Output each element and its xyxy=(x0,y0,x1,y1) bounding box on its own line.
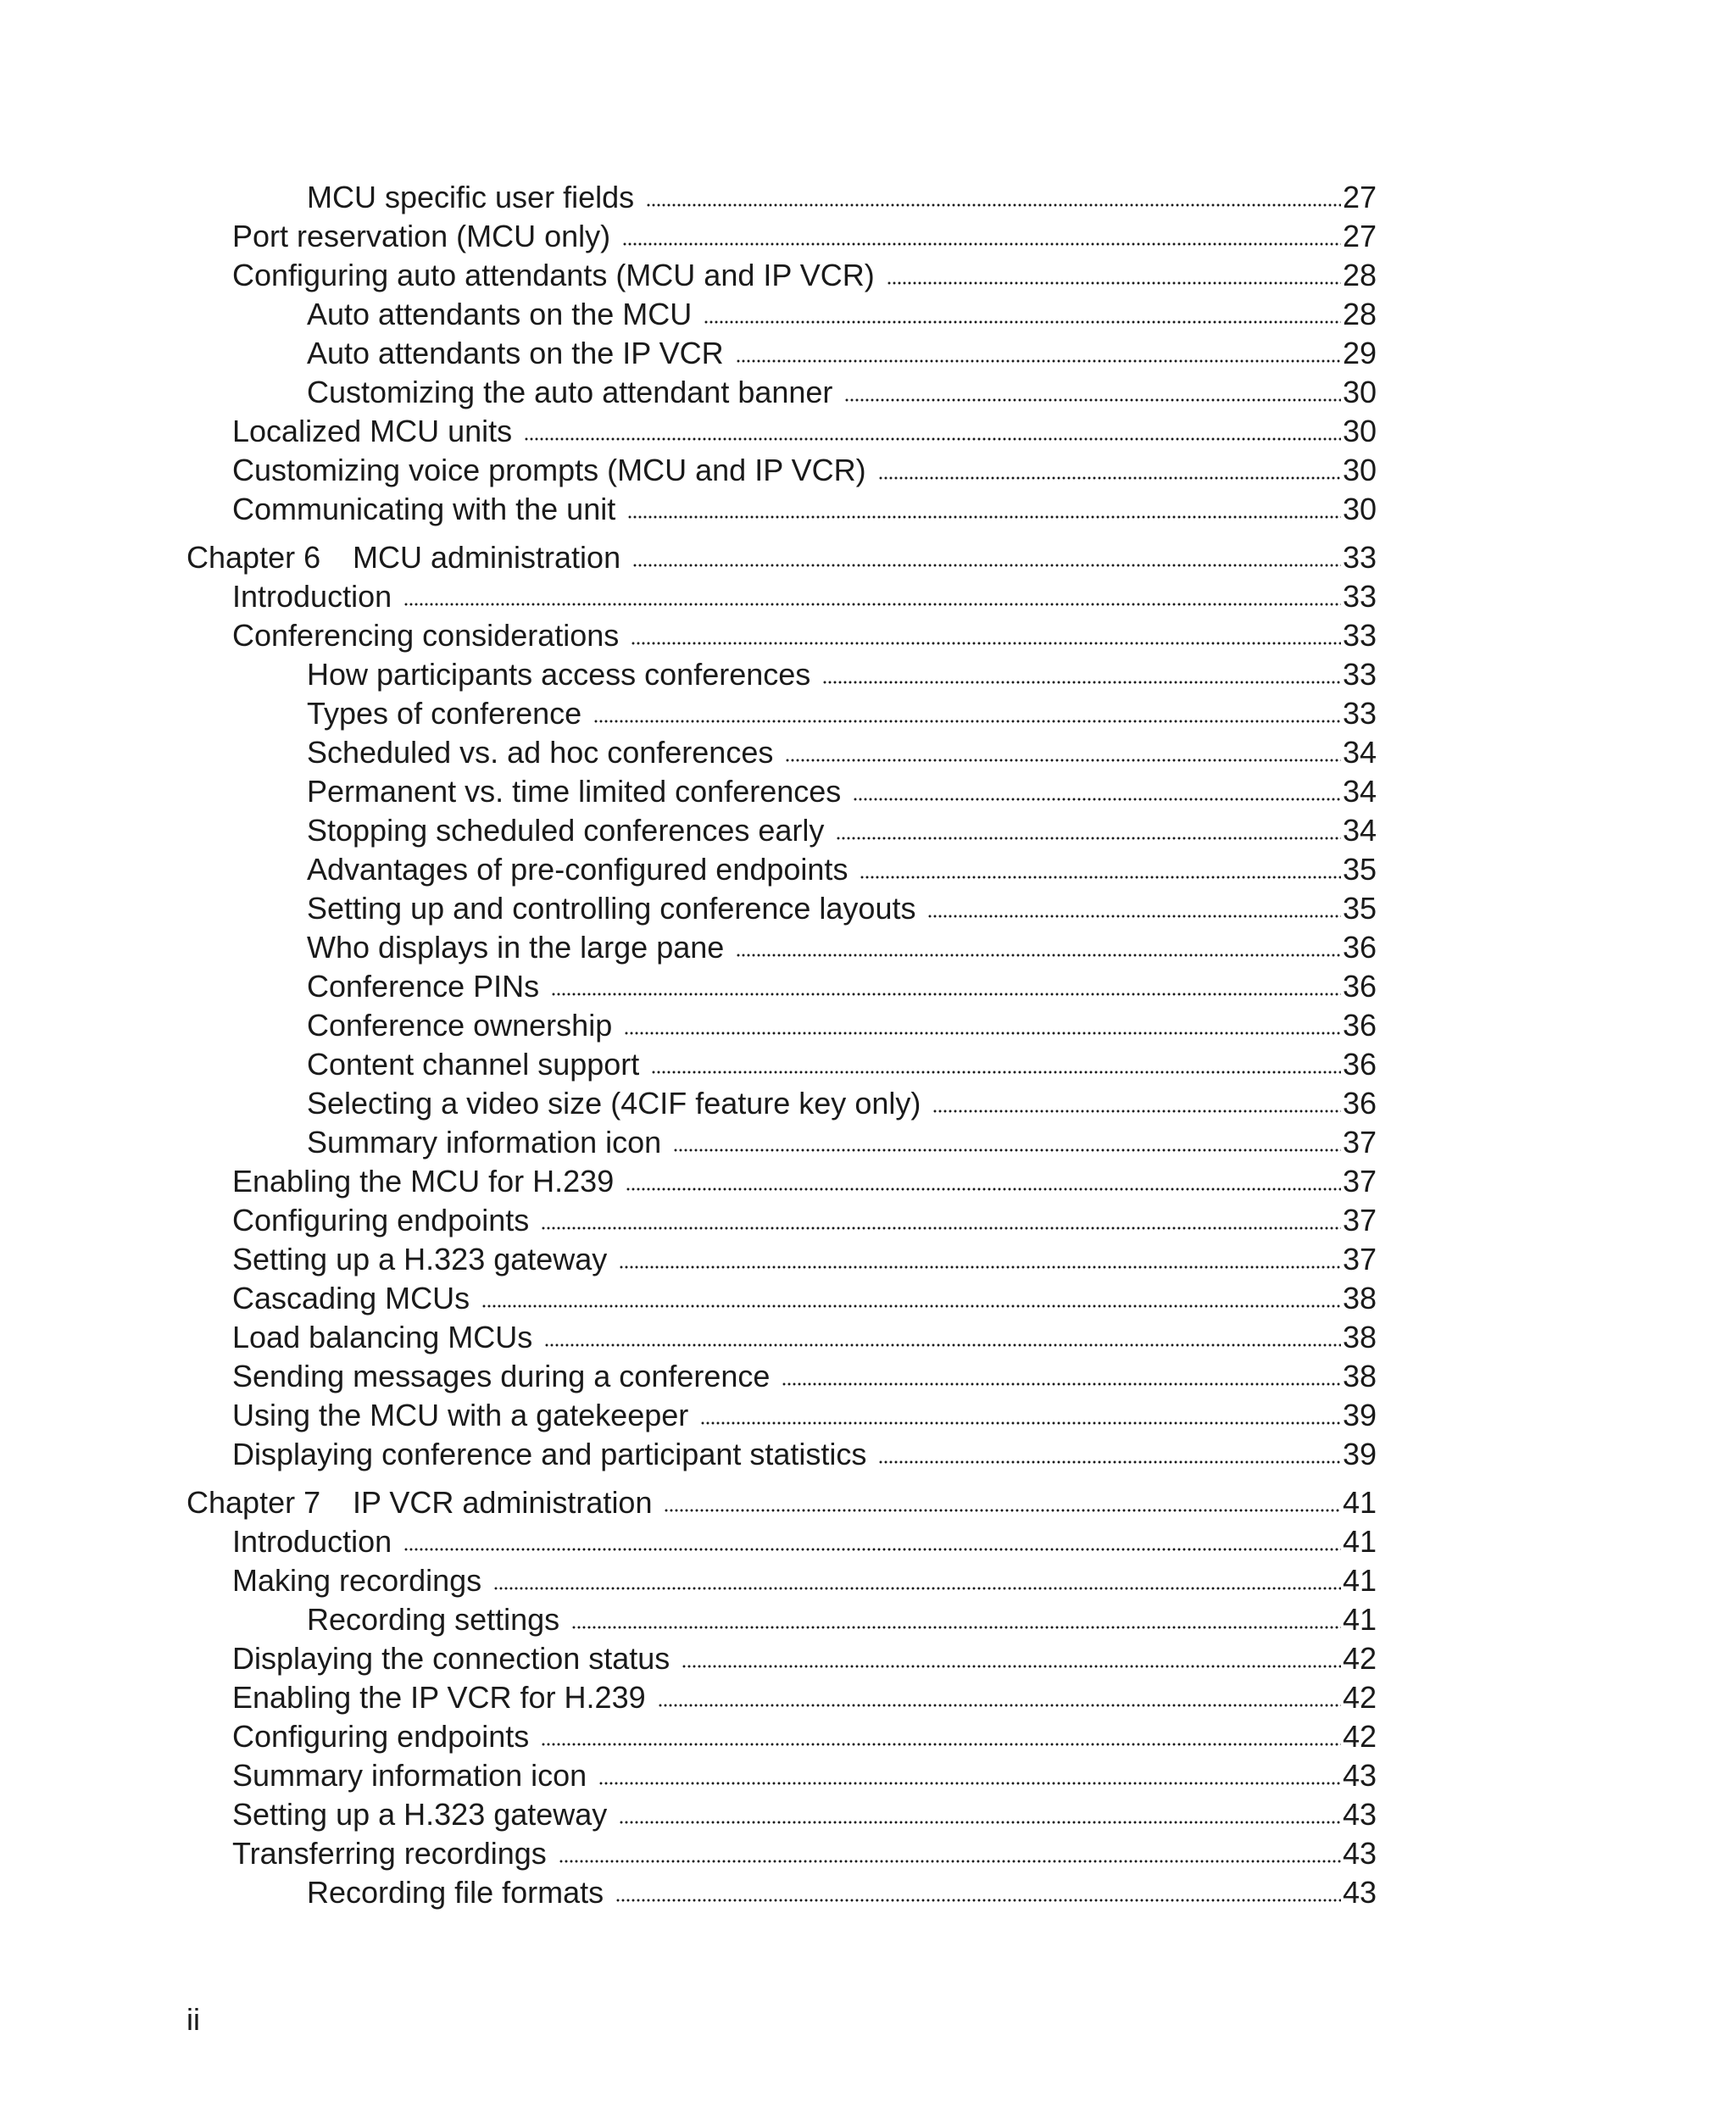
toc-entry-title: Port reservation (MCU only) xyxy=(232,219,611,253)
toc-entry-page: 37 xyxy=(1342,1125,1377,1160)
toc-entry[interactable] xyxy=(186,1600,1377,1639)
toc-entry-page: 41 xyxy=(1342,1485,1377,1520)
toc-entry-page: 29 xyxy=(1342,336,1377,370)
toc-entry-title: Cascading MCUs xyxy=(232,1281,470,1315)
dot-leader xyxy=(682,1665,1341,1668)
dot-leader xyxy=(736,359,1341,363)
dot-leader xyxy=(632,564,1341,567)
toc-entry-page: 42 xyxy=(1342,1680,1377,1715)
toc-entry-title: Conference PINs xyxy=(307,969,540,1004)
toc-entry-title: Selecting a video size (4CIF feature key only) xyxy=(307,1086,921,1121)
toc-entry-title: Content channel support xyxy=(307,1047,640,1082)
toc-entry[interactable] xyxy=(186,616,1377,655)
toc-entry-title: Auto attendants on the MCU xyxy=(307,297,693,331)
toc-entry-title: Load balancing MCUs xyxy=(232,1320,533,1354)
toc-entry-page: 27 xyxy=(1342,180,1377,214)
toc-entry-page: 33 xyxy=(1342,657,1377,692)
toc-entry[interactable] xyxy=(186,772,1377,811)
toc-entry[interactable] xyxy=(186,1435,1377,1474)
dot-leader xyxy=(822,681,1341,684)
toc-entry[interactable] xyxy=(186,1834,1377,1873)
toc-entry-page: 35 xyxy=(1342,852,1377,887)
dot-leader xyxy=(541,1743,1341,1746)
toc-entry[interactable] xyxy=(186,577,1377,616)
toc-entry[interactable] xyxy=(186,733,1377,772)
toc-entry-page: 36 xyxy=(1342,930,1377,965)
toc-entry-title: Transferring recordings xyxy=(232,1836,547,1871)
toc-entry-title: Enabling the IP VCR for H.239 xyxy=(232,1680,646,1715)
toc-entry-page: 42 xyxy=(1342,1641,1377,1676)
toc-entry-title: Configuring endpoints xyxy=(232,1203,530,1237)
dot-leader xyxy=(836,837,1341,840)
toc-entry-page: 30 xyxy=(1342,375,1377,409)
toc-entry-title: Making recordings xyxy=(232,1563,482,1598)
toc-entry-title: How participants access conferences xyxy=(307,657,811,692)
toc-entry-title: Permanent vs. time limited conferences xyxy=(307,774,842,809)
toc-entry-title: Recording file formats xyxy=(307,1875,604,1910)
toc-entry-page: 43 xyxy=(1342,1758,1377,1793)
toc-entry-title: Conference ownership xyxy=(307,1008,613,1043)
toc-entry-title: IP VCR administration xyxy=(353,1485,653,1520)
toc-entry-title: Using the MCU with a gatekeeper xyxy=(232,1398,689,1432)
toc-entry[interactable] xyxy=(186,1357,1377,1396)
toc-entry-page: 41 xyxy=(1342,1524,1377,1559)
chapter-number: Chapter 7 xyxy=(186,1485,321,1520)
dot-leader xyxy=(704,320,1341,324)
page-number: ii xyxy=(186,2002,200,2037)
dot-leader xyxy=(673,1148,1341,1152)
toc-entry-page: 38 xyxy=(1342,1359,1377,1393)
toc-entry[interactable] xyxy=(186,1396,1377,1435)
toc-entry-title: Setting up a H.323 gateway xyxy=(232,1797,608,1832)
dot-leader xyxy=(403,1548,1341,1551)
toc-entry-page: 37 xyxy=(1342,1203,1377,1237)
toc-entry[interactable] xyxy=(186,655,1377,694)
toc-entry[interactable] xyxy=(186,1318,1377,1357)
dot-leader xyxy=(631,642,1341,645)
toc-entry-page: 41 xyxy=(1342,1563,1377,1598)
dot-leader xyxy=(551,993,1341,996)
toc-entry-title: Summary information icon xyxy=(232,1758,587,1793)
dot-leader xyxy=(932,1110,1341,1113)
toc-entry-page: 27 xyxy=(1342,219,1377,253)
dot-leader xyxy=(571,1626,1341,1629)
dot-leader xyxy=(619,1265,1341,1269)
toc-entry-title: Auto attendants on the IP VCR xyxy=(307,336,724,370)
toc-entry[interactable] xyxy=(186,412,1377,451)
toc-entry-title: Scheduled vs. ad hoc conferences xyxy=(307,735,774,770)
toc-entry-title: Advantages of pre-configured endpoints xyxy=(307,852,849,887)
toc-entry-title: Displaying conference and participant statistics xyxy=(232,1437,867,1471)
dot-leader xyxy=(927,915,1340,918)
toc-entry[interactable] xyxy=(186,1279,1377,1318)
dot-leader xyxy=(619,1821,1341,1824)
dot-leader xyxy=(658,1704,1341,1707)
dot-leader xyxy=(524,437,1341,441)
toc-entry[interactable] xyxy=(186,928,1377,967)
toc-entry-page: 34 xyxy=(1342,735,1377,770)
toc-entry-title: Sending messages during a conference xyxy=(232,1359,771,1393)
toc-entry-title: Customizing voice prompts (MCU and IP VCR) xyxy=(232,453,866,487)
toc-entry-title: Displaying the connection status xyxy=(232,1641,670,1676)
toc-entry-page: 33 xyxy=(1342,696,1377,731)
dot-leader xyxy=(403,603,1341,606)
toc-entry-title: Types of conference xyxy=(307,696,582,731)
toc-entry[interactable] xyxy=(186,1873,1377,1912)
dot-leader xyxy=(736,954,1341,957)
toc-entry-page: 42 xyxy=(1342,1719,1377,1754)
dot-leader xyxy=(593,720,1341,723)
toc-entry-page: 36 xyxy=(1342,1086,1377,1121)
dot-leader xyxy=(878,476,1341,480)
toc-entry-page: 43 xyxy=(1342,1836,1377,1871)
toc-entry[interactable] xyxy=(186,1123,1377,1162)
dot-leader xyxy=(878,1460,1341,1464)
toc-entry[interactable] xyxy=(186,1006,1377,1045)
toc-chapter-entry[interactable] xyxy=(186,1483,1377,1522)
toc-entry[interactable] xyxy=(186,295,1377,334)
dot-leader xyxy=(615,1899,1341,1902)
dot-leader xyxy=(782,1382,1341,1386)
toc-entry-title: Customizing the auto attendant banner xyxy=(307,375,833,409)
toc-entry-page: 33 xyxy=(1342,618,1377,653)
toc-entry-page: 37 xyxy=(1342,1164,1377,1199)
toc-entry-title: Setting up a H.323 gateway xyxy=(232,1242,608,1276)
toc-entry-page: 28 xyxy=(1342,297,1377,331)
toc-entry[interactable] xyxy=(186,1717,1377,1756)
toc-entry[interactable] xyxy=(186,694,1377,733)
toc-entry[interactable] xyxy=(186,1045,1377,1084)
toc-entry-title: Configuring auto attendants (MCU and IP VCR) xyxy=(232,258,875,292)
toc-entry-page: 36 xyxy=(1342,969,1377,1004)
dot-leader xyxy=(626,1187,1341,1191)
toc-entry-title: Communicating with the unit xyxy=(232,492,616,526)
toc-entry-page: 38 xyxy=(1342,1281,1377,1315)
toc-entry[interactable] xyxy=(186,1240,1377,1279)
table-of-contents xyxy=(186,178,1377,1912)
toc-entry[interactable] xyxy=(186,490,1377,529)
toc-entry-title: Recording settings xyxy=(307,1602,560,1637)
toc-entry-title: Enabling the MCU for H.239 xyxy=(232,1164,615,1199)
toc-entry[interactable] xyxy=(186,1756,1377,1795)
toc-chapter-entry[interactable] xyxy=(186,538,1377,577)
toc-entry[interactable] xyxy=(186,334,1377,373)
dot-leader xyxy=(887,281,1341,285)
toc-entry-title: Setting up and controlling conference layouts xyxy=(307,891,916,926)
toc-entry-title: Introduction xyxy=(232,579,392,614)
toc-entry[interactable] xyxy=(186,811,1377,850)
toc-entry-page: 30 xyxy=(1342,453,1377,487)
toc-entry[interactable] xyxy=(186,967,1377,1006)
toc-entry-title: MCU specific user fields xyxy=(307,180,635,214)
toc-entry-title: Who displays in the large pane xyxy=(307,930,725,965)
dot-leader xyxy=(598,1782,1341,1785)
toc-entry-title: Stopping scheduled conferences early xyxy=(307,813,825,848)
dot-leader xyxy=(481,1304,1341,1308)
toc-entry-page: 35 xyxy=(1342,891,1377,926)
toc-entry-title: Localized MCU units xyxy=(232,414,513,448)
dot-leader xyxy=(664,1509,1340,1512)
toc-entry-page: 43 xyxy=(1342,1875,1377,1910)
toc-entry[interactable] xyxy=(186,1795,1377,1834)
dot-leader xyxy=(853,798,1341,801)
dot-leader xyxy=(544,1343,1341,1347)
toc-entry[interactable] xyxy=(186,256,1377,295)
dot-leader xyxy=(646,203,1341,207)
toc-entry[interactable] xyxy=(186,889,1377,928)
dot-leader xyxy=(785,759,1341,762)
dot-leader xyxy=(493,1587,1341,1590)
dot-leader xyxy=(541,1226,1341,1230)
toc-entry[interactable] xyxy=(186,1561,1377,1600)
dot-leader xyxy=(651,1071,1341,1074)
dot-leader xyxy=(559,1860,1341,1863)
toc-entry-title: Introduction xyxy=(232,1524,392,1559)
dot-leader xyxy=(860,876,1341,879)
toc-entry-title: MCU administration xyxy=(353,540,621,575)
toc-entry[interactable] xyxy=(186,178,1377,217)
toc-entry-page: 39 xyxy=(1342,1398,1377,1432)
toc-entry-page: 33 xyxy=(1342,579,1377,614)
dot-leader xyxy=(844,398,1341,402)
toc-entry-title: Conferencing considerations xyxy=(232,618,620,653)
toc-entry-page: 36 xyxy=(1342,1047,1377,1082)
toc-entry-page: 34 xyxy=(1342,813,1377,848)
toc-entry[interactable] xyxy=(186,373,1377,412)
toc-entry-page: 36 xyxy=(1342,1008,1377,1043)
toc-entry-page: 34 xyxy=(1342,774,1377,809)
toc-entry[interactable] xyxy=(186,1639,1377,1678)
dot-leader xyxy=(622,242,1341,246)
toc-entry[interactable] xyxy=(186,850,1377,889)
dot-leader xyxy=(627,515,1341,519)
toc-entry-page: 39 xyxy=(1342,1437,1377,1471)
dot-leader xyxy=(700,1421,1341,1425)
chapter-number: Chapter 6 xyxy=(186,540,321,575)
toc-entry[interactable] xyxy=(186,451,1377,490)
toc-entry-page: 30 xyxy=(1342,492,1377,526)
toc-entry-title: Summary information icon xyxy=(307,1125,662,1160)
toc-entry[interactable] xyxy=(186,1162,1377,1201)
toc-entry[interactable] xyxy=(186,1522,1377,1561)
toc-entry-title: Configuring endpoints xyxy=(232,1719,530,1754)
toc-entry-page: 38 xyxy=(1342,1320,1377,1354)
toc-entry-page: 33 xyxy=(1342,540,1377,575)
toc-entry[interactable] xyxy=(186,217,1377,256)
toc-entry-page: 43 xyxy=(1342,1797,1377,1832)
dot-leader xyxy=(624,1032,1341,1035)
toc-entry-page: 30 xyxy=(1342,414,1377,448)
toc-entry[interactable] xyxy=(186,1084,1377,1123)
toc-entry-page: 41 xyxy=(1342,1602,1377,1637)
toc-entry[interactable] xyxy=(186,1201,1377,1240)
toc-entry-page: 37 xyxy=(1342,1242,1377,1276)
toc-entry-page: 28 xyxy=(1342,258,1377,292)
toc-entry[interactable] xyxy=(186,1678,1377,1717)
